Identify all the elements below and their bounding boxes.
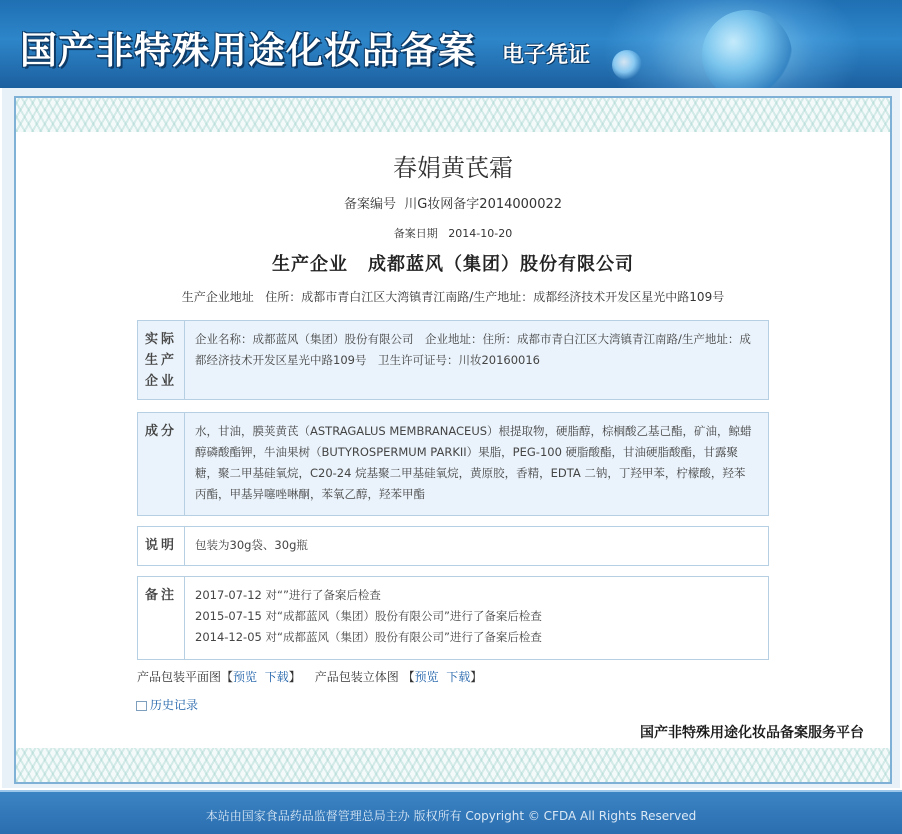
flat-download-link[interactable]: 下载 <box>264 670 289 684</box>
remarks-list <box>185 577 768 659</box>
actual-manufacturer-label: 实际生产企业 <box>138 321 185 399</box>
ingredients-text: 水，甘油，膜荚黄芪（ASTRAGALUS MEMBRANACEUS）根提取物，硬脂醇，棕榈酸乙基己酯，矿油，鲸蜡醇磷酸酯钾，牛油果树（BUTYROSPERMUM PARKII）果脂，PEG-100 硬脂酸酯，甘油硬脂酸酯，甘露聚糖，聚二甲基硅氧烷，C20-24 烷基聚二甲基硅氧烷，黄原胶，香精，EDTA 二钠，丁羟甲苯，柠檬酸，羟苯丙酯，甲基异噻唑啉酮，苯氧乙醇，羟苯甲酯 <box>195 424 752 501</box>
bracket-open: 【 <box>221 670 234 684</box>
solid-packaging-label: 产品包装立体图 <box>314 670 399 684</box>
solid-preview-link[interactable]: 预览 <box>414 670 439 684</box>
manufacturer-label: 生产企业 <box>272 254 348 275</box>
bracket-close: 】 <box>288 670 301 684</box>
history-link[interactable] <box>136 696 198 713</box>
remarks-box <box>137 576 769 660</box>
registration-number-value: 川G妆网备字2014000022 <box>404 197 563 212</box>
certificate-panel <box>14 96 892 784</box>
ingredients-label: 成分 <box>138 413 185 515</box>
ingredients-box <box>137 412 769 516</box>
manufacturer-line <box>16 250 890 276</box>
registration-date-label: 备案日期 <box>393 227 438 240</box>
manufacturer-value: 成都蓝风（集团）股份有限公司 <box>368 254 634 275</box>
actual-manufacturer-box <box>137 320 769 400</box>
certificate-frame <box>2 88 900 788</box>
registration-number-label: 备案编号 <box>343 197 396 212</box>
orb-graphic <box>612 50 642 80</box>
manufacturer-address-line <box>16 288 890 305</box>
header-title: 国产非特殊用途化妆品备案 <box>20 28 476 72</box>
header-banner <box>0 0 902 88</box>
registration-number-line <box>16 193 890 212</box>
bracket-close: 】 <box>470 670 483 684</box>
registration-date-value: 2014-10-20 <box>448 227 513 240</box>
actual-manufacturer-text: 企业名称：成都蓝风（集团）股份有限公司 企业地址：住所：成都市青白江区大湾镇青江南路/生产地址：成都经济技术开发区星光中路109号 卫生许可证号：川妆20160016 <box>195 332 751 367</box>
remark-entry: 2014-12-05 对“成都蓝风（集团）股份有限公司”进行了备案后检查 <box>195 630 542 644</box>
remark-entry: 2017-07-12 对“”进行了备案后检查 <box>195 588 381 602</box>
packaging-links <box>137 668 482 685</box>
remarks-label: 备注 <box>138 577 185 659</box>
description-label: 说明 <box>138 527 185 565</box>
remark-entry: 2015-07-15 对“成都蓝风（集团）股份有限公司”进行了备案后检查 <box>195 609 542 623</box>
footer-bar <box>0 790 902 834</box>
footer-copyright: 本站由国家食品药品监督管理总局主办 版权所有 Copyright © CFDA All Rights Reserved <box>205 809 697 823</box>
description-box <box>137 526 769 566</box>
header-subtitle: 电子凭证 <box>502 42 591 68</box>
product-name: 春娟黄芪霜 <box>393 154 513 182</box>
flat-packaging-label: 产品包装平面图 <box>137 670 222 684</box>
manufacturer-address-value: 住所：成都市青白江区大湾镇青江南路/生产地址：成都经济技术开发区星光中路109号 <box>265 290 725 304</box>
manufacturer-address-label: 生产企业地址 <box>181 290 254 304</box>
registration-date-line <box>16 225 890 241</box>
platform-logo-text: 国产非特殊用途化妆品备案服务平台 <box>640 725 864 741</box>
flat-preview-link[interactable]: 预览 <box>233 670 258 684</box>
description-text: 包装为30g袋、30g瓶 <box>195 538 308 552</box>
bracket-open: 【 <box>402 670 415 684</box>
history-link-text[interactable]: 历史记录 <box>150 698 199 712</box>
history-icon <box>136 701 147 711</box>
solid-download-link[interactable]: 下载 <box>446 670 471 684</box>
